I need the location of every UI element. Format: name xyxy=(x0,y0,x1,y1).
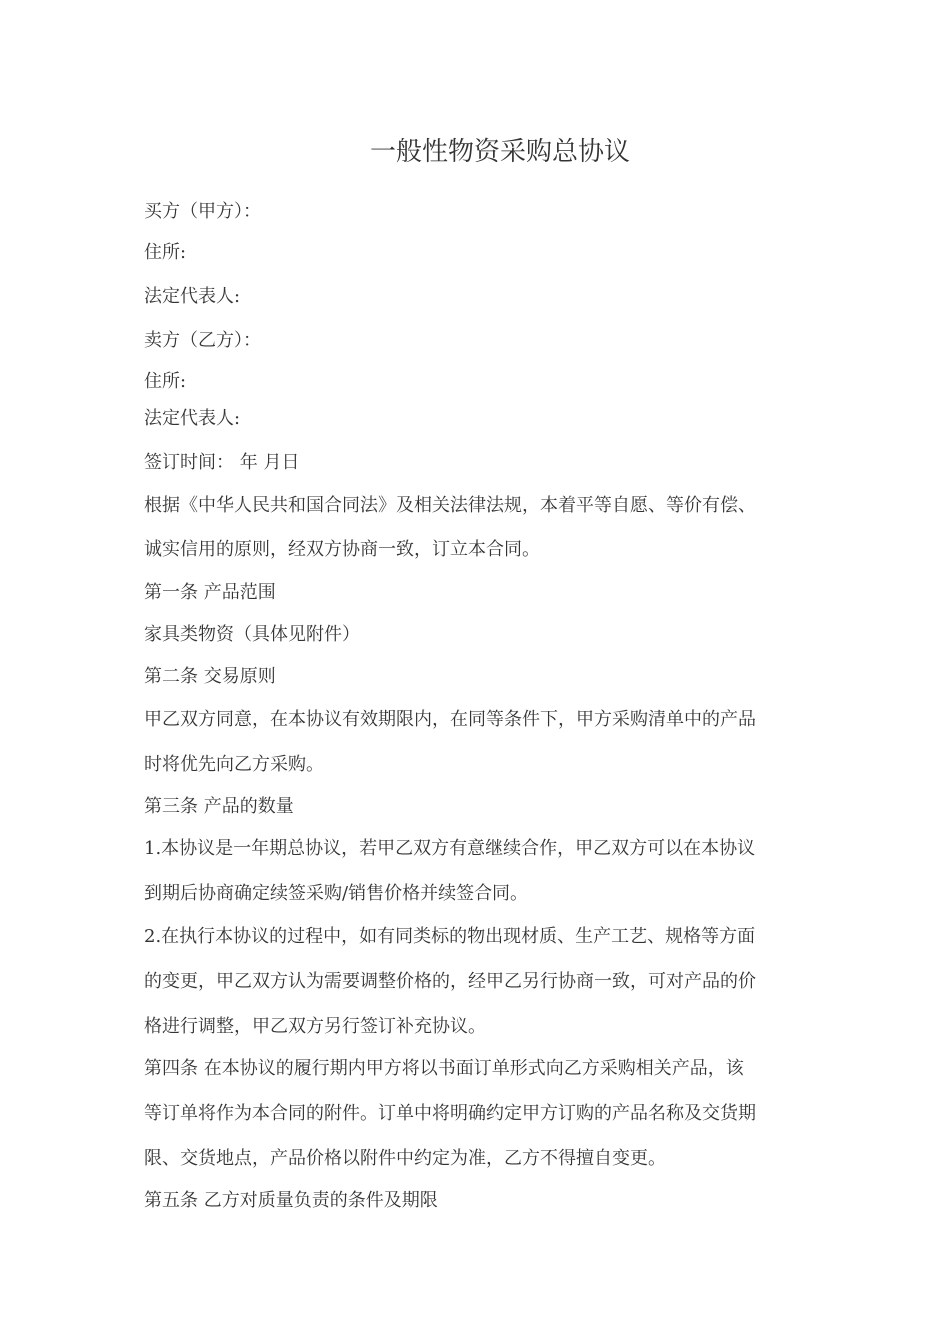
article-1-body: 家具类物资（具体见附件） xyxy=(144,624,360,645)
article-3-item-1-line-1: 1.本协议是一年期总协议，若甲乙双方有意继续合作，甲乙双方可以在本协议 xyxy=(144,838,756,859)
preamble-line-1: 根据《中华人民共和国合同法》及相关法律法规，本着平等自愿、等价有偿、 xyxy=(144,495,756,516)
article-1-heading: 第一条 产品范围 xyxy=(144,582,276,603)
article-2-body-line-1: 甲乙双方同意，在本协议有效期限内，在同等条件下，甲方采购清单中的产品 xyxy=(144,709,756,730)
article-4-line-3: 限、交货地点，产品价格以附件中约定为准，乙方不得擅自变更。 xyxy=(144,1148,666,1169)
document-title: 一般性物资采购总协议 xyxy=(369,137,630,167)
article-3-item-2-line-1: 2.在执行本协议的过程中，如有同类标的物出现材质、生产工艺、规格等方面 xyxy=(144,926,756,947)
preamble-line-2: 诚实信用的原则，经双方协商一致，订立本合同。 xyxy=(144,539,540,560)
article-2-heading: 第二条 交易原则 xyxy=(144,666,276,687)
seller-address-label: 住所: xyxy=(144,371,187,392)
article-4-line-2: 等订单将作为本合同的附件。订单中将明确约定甲方订购的产品名称及交货期 xyxy=(144,1103,756,1124)
article-5-heading: 第五条 乙方对质量负责的条件及期限 xyxy=(144,1190,438,1211)
article-3-item-2-line-3: 格进行调整，甲乙双方另行签订补充协议。 xyxy=(144,1016,486,1037)
buyer-address-label: 住所: xyxy=(144,242,187,263)
seller-label: 卖方（乙方）： xyxy=(144,330,261,351)
article-2-body-line-2: 时将优先向乙方采购。 xyxy=(144,754,324,775)
seller-representative-label: 法定代表人: xyxy=(144,408,241,429)
article-3-item-1-line-2: 到期后协商确定续签采购/销售价格并续签合同。 xyxy=(144,883,529,904)
article-3-heading: 第三条 产品的数量 xyxy=(144,796,294,817)
buyer-label: 买方（甲方）： xyxy=(144,201,261,222)
signing-date-label: 签订时间： 年 月日 xyxy=(144,452,300,473)
buyer-representative-label: 法定代表人: xyxy=(144,286,241,307)
article-4-line-1: 第四条 在本协议的履行期内甲方将以书面订单形式向乙方采购相关产品，该 xyxy=(144,1058,744,1079)
article-3-item-2-line-2: 的变更，甲乙双方认为需要调整价格的，经甲乙另行协商一致，可对产品的价 xyxy=(144,971,756,992)
